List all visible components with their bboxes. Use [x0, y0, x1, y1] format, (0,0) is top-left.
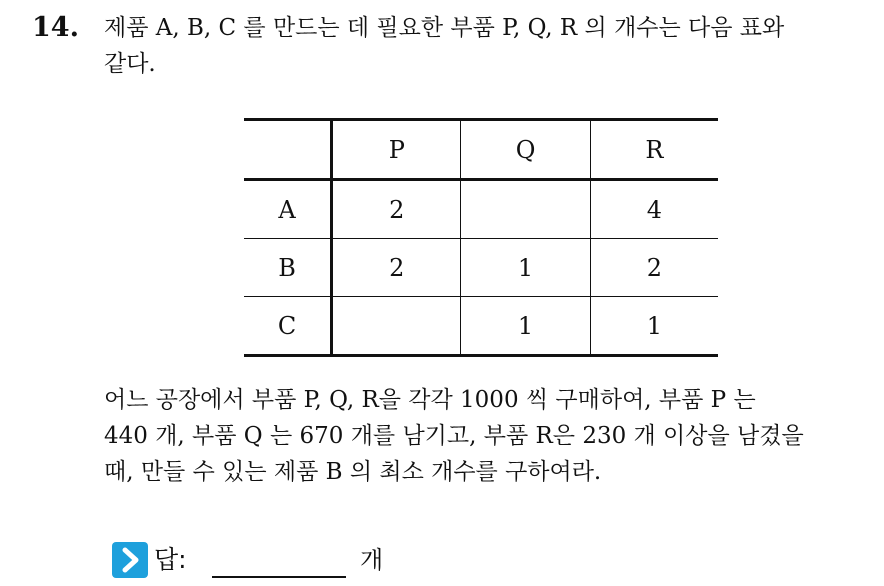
question-number: 14.: [32, 12, 79, 43]
body-line: 어느 공장에서 부품 P, Q, R을 각각 1000 씩 구매하여, 부품 P 는: [104, 387, 756, 413]
body-line: 때, 만들 수 있는 제품 B 의 최소 개수를 구하여라.: [104, 459, 602, 485]
table-cell: 1: [461, 297, 590, 356]
intro-line: 같다.: [104, 51, 156, 77]
chevron-right-icon: [112, 542, 148, 578]
column-header-r: R: [590, 120, 718, 180]
parts-table: [244, 118, 718, 357]
question-body: [104, 382, 874, 490]
row-header-c: C: [244, 297, 332, 356]
column-header-p: P: [332, 120, 461, 180]
table-cell: 1: [590, 297, 718, 356]
answer-unit: 개: [360, 546, 384, 574]
answer-area: [112, 540, 512, 580]
table-header-row: [244, 120, 718, 180]
table-corner-cell: [244, 120, 332, 180]
answer-label: 답:: [154, 545, 187, 574]
table-cell: 4: [590, 180, 718, 239]
intro-line: 제품 A, B, C 를 만드는 데 필요한 부품 P, Q, R 의 개수는 다음 표와: [104, 15, 785, 41]
question-intro: [104, 10, 874, 82]
answer-blank-line[interactable]: [212, 576, 346, 578]
row-header-a: A: [244, 180, 332, 239]
table-cell: 1: [461, 239, 590, 297]
table-cell: 2: [332, 180, 461, 239]
body-line: 440 개, 부품 Q 는 670 개를 남기고, 부품 R은 230 개 이상을 남겼을: [104, 423, 804, 449]
table-row: [244, 297, 718, 356]
table-cell: 2: [590, 239, 718, 297]
table-row: [244, 180, 718, 239]
column-header-q: Q: [461, 120, 590, 180]
row-header-b: B: [244, 239, 332, 297]
table-cell: [332, 297, 461, 356]
table-cell: [461, 180, 590, 239]
table-cell: 2: [332, 239, 461, 297]
table-row: [244, 239, 718, 297]
